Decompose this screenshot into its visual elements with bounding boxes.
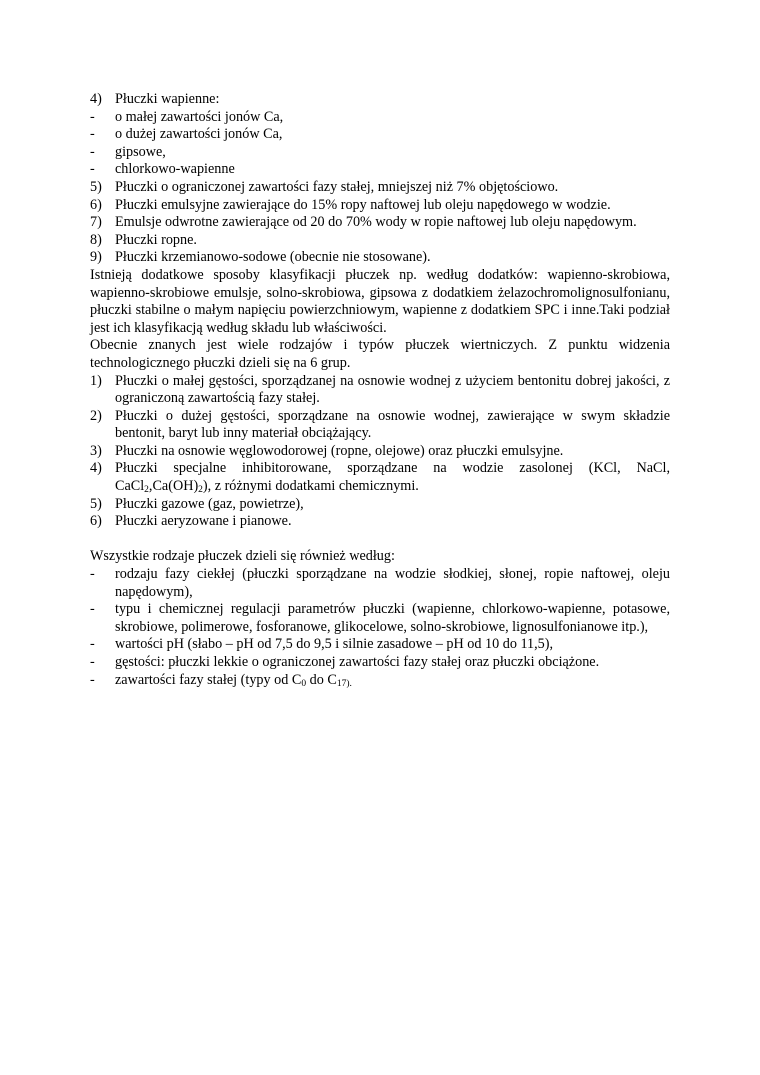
list-text: Płuczki aeryzowane i pianowe.: [115, 513, 292, 530]
group-item: [90, 443, 670, 461]
paragraph-classification: Istnieją dodatkowe sposoby klasyfikacji płuczek np. według dodatków: wapienno-skrobiowa, wapienno-skrobiowe emulsje, solno-skrobiowa, gipsowa z dodatkiem żelazochromolignosulfonianu, płuczki stabilne o małym napięciu powierzchniowym, wapienne z dodatkiem SPC i inne.Taki podział jest ich klasyfikacją według składu lub właściwości.: [90, 266, 670, 336]
list-text: [115, 460, 670, 495]
dash-marker: -: [90, 636, 95, 653]
group-item: [90, 373, 670, 408]
criteria-text: [115, 672, 670, 690]
dash-item: [90, 126, 670, 144]
group-item: [90, 460, 670, 495]
list-text: Płuczki o małej gęstości, sporządzanej na osnowie wodnej z użyciem bentonitu dobrej jakości, z ograniczoną zawartością fazy stałej.: [115, 372, 670, 407]
paragraph-groups-intro: Obecnie znanych jest wiele rodzajów i typów płuczek wiertniczych. Z punktu widzenia technologicznego płuczki dzieli się na 6 grup.: [90, 337, 670, 371]
list-number: 9): [90, 249, 102, 266]
list-number: 2): [90, 407, 102, 424]
list-item: [90, 197, 670, 215]
criteria-item: [90, 636, 670, 654]
list-text: Płuczki krzemianowo-sodowe (obecnie nie stosowane).: [115, 249, 431, 266]
dash-text: o małej zawartości jonów Ca,: [115, 108, 284, 125]
list-item: [90, 232, 670, 250]
group-item: [90, 496, 670, 514]
criteria-item: [90, 654, 670, 672]
dash-marker: -: [90, 654, 95, 670]
dash-text: o dużej zawartości jonów Ca,: [115, 126, 283, 143]
list-number: 7): [90, 214, 102, 231]
dash-item: [90, 109, 670, 127]
dash-marker: -: [90, 601, 95, 618]
list-number: 4): [90, 91, 102, 107]
subscript: 17).: [336, 678, 352, 689]
list-text: Płuczki o ograniczonej zawartości fazy stałej, mniejszej niż 7% objętościowo.: [115, 178, 559, 195]
blank-line: [90, 531, 670, 549]
subscript: 2: [198, 485, 203, 496]
list-heading-wapienne: [90, 91, 670, 109]
criteria-item: [90, 601, 670, 636]
text-fragment: do C: [306, 671, 337, 688]
document-body: [90, 91, 670, 689]
dash-item: [90, 161, 670, 179]
list-number: 6): [90, 196, 102, 213]
criteria-text: typu i chemicznej regulacji parametrów płuczki (wapienne, chlorkowo-wapienne, potasowe, skrobiowe, polimerowe, fosforanowe, glikocelowe, solno-skrobiowe, lignosulfonianowe itp.),: [115, 601, 670, 635]
dash-marker: -: [90, 671, 95, 688]
paragraph-criteria-intro: Wszystkie rodzaje płuczek dzieli się również według:: [90, 548, 395, 565]
dash-text: chlorkowo-wapienne: [115, 161, 235, 178]
criteria-text: wartości pH (słabo – pH od 7,5 do 9,5 i silnie zasadowe – pH od 10 do 11,5),: [115, 636, 554, 653]
list-number: 1): [90, 372, 102, 389]
list-item: [90, 249, 670, 267]
list-item: [90, 179, 670, 197]
criteria-item: [90, 566, 670, 601]
group-item: [90, 408, 670, 443]
text-fragment: zawartości fazy stałej (typy od C: [115, 671, 302, 688]
text-fragment: ,Ca(OH): [148, 478, 199, 495]
list-text: Płuczki gazowe (gaz, powietrze),: [115, 495, 304, 512]
dash-marker: -: [90, 566, 95, 583]
list-text: Emulsje odwrotne zawierające od 20 do 70% wody w ropie naftowej lub oleju napędowym.: [115, 214, 637, 231]
list-text: Płuczki o dużej gęstości, sporządzane na osnowie wodnej, zawierające w swym składzie bentonit, baryt lub inny materiał obciążający.: [115, 407, 670, 442]
list-number: 8): [90, 231, 102, 248]
dash-marker: -: [90, 126, 95, 143]
text-fragment: Płuczki specjalne inhibitorowane, sporządzane na wodzie zasolonej (KCl, NaCl, CaCl: [115, 460, 670, 495]
dash-item: [90, 144, 670, 162]
criteria-text: gęstości: płuczki lekkie o ograniczonej zawartości fazy stałej oraz płuczki obciążone.: [115, 654, 600, 670]
dash-marker: -: [90, 161, 95, 178]
list-text: Płuczki wapienne:: [115, 91, 220, 107]
list-text: Płuczki na osnowie węglowodorowej (ropne, olejowe) oraz płuczki emulsyjne.: [115, 442, 564, 459]
list-number: 5): [90, 178, 102, 195]
dash-marker: -: [90, 143, 95, 160]
list-number: 4): [90, 460, 102, 477]
list-number: 5): [90, 495, 102, 512]
list-item: [90, 214, 670, 232]
dash-marker: -: [90, 108, 95, 125]
list-text: Płuczki emulsyjne zawierające do 15% ropy naftowej lub oleju napędowego w wodzie.: [115, 196, 611, 213]
list-number: 6): [90, 513, 102, 530]
list-number: 3): [90, 442, 102, 459]
subscript: 2: [144, 485, 149, 496]
group-item: [90, 513, 670, 531]
subscript: 0: [301, 678, 307, 689]
criteria-item: [90, 672, 670, 690]
list-text: Płuczki ropne.: [115, 231, 197, 248]
criteria-text: rodzaju fazy ciekłej (płuczki sporządzane na wodzie słodkiej, słonej, ropie naftowej, oleju napędowym),: [115, 566, 670, 600]
dash-text: gipsowe,: [115, 143, 166, 160]
text-fragment: ), z różnymi dodatkami chemicznymi.: [202, 478, 419, 495]
